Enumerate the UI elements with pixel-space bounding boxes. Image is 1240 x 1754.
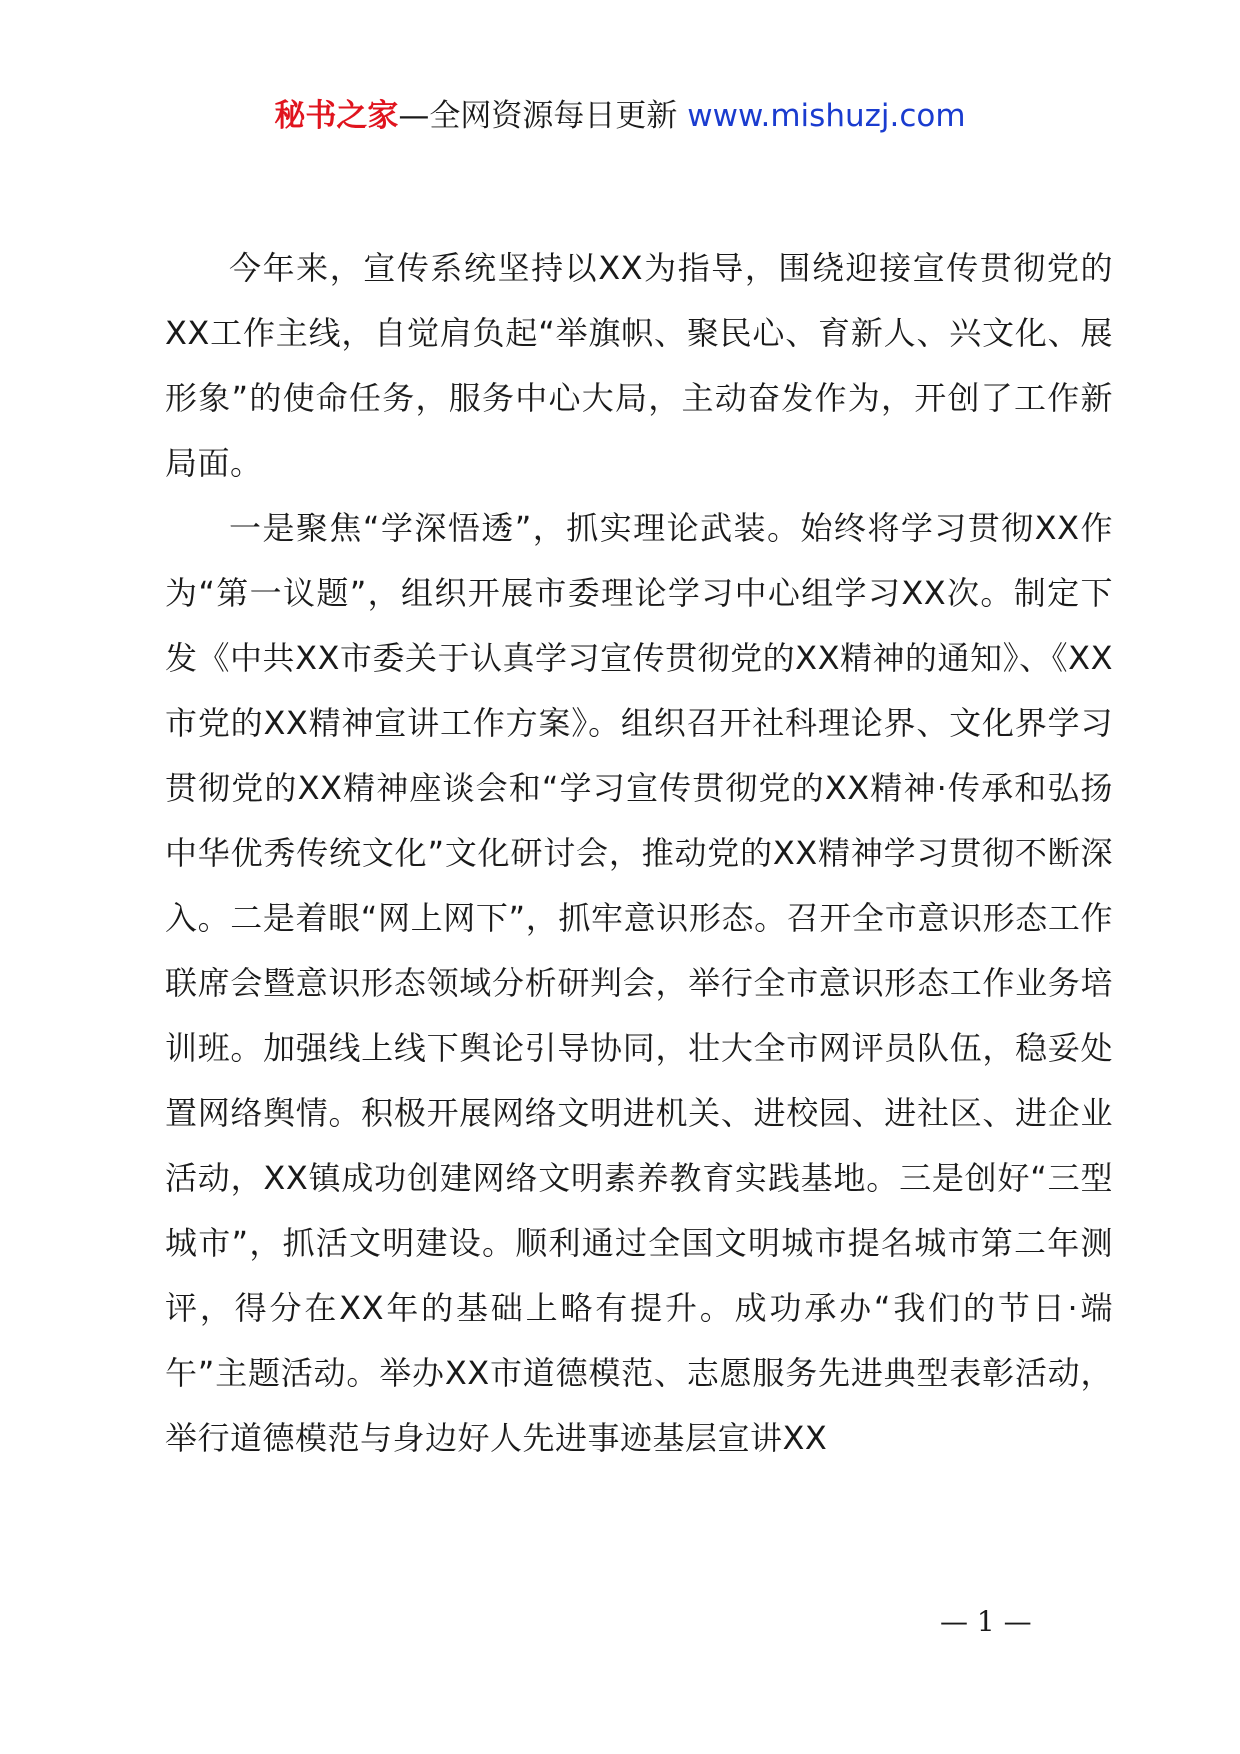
brand-name: 秘书之家 [274, 98, 399, 134]
header-tagline: —全网资源每日更新 [398, 98, 688, 134]
intro-paragraph: 今年来，宣传系统坚持以XX为指导，围绕迎接宣传贯彻党的XX工作主线，自觉肩负起“举旗帜、聚民心、育新人、兴文化、展形象”的使命任务，服务中心大局，主动奋发作为，开创了工作新局面。 [165, 249, 1113, 482]
page-number: — 1 — [940, 1605, 1032, 1638]
document-body [165, 236, 1113, 1471]
page-header [0, 96, 1240, 136]
website-link[interactable]: www.mishuzj.com [687, 98, 966, 134]
main-paragraph: 一是聚焦“学深悟透”，抓实理论武装。始终将学习贯彻XX作为“第一议题”，组织开展市委理论学习中心组学习XX次。制定下发《中共XX市委关于认真学习宣传贯彻党的XX精神的通知》、《XX市党的XX精神宣讲工作方案》。组织召开社科理论界、文化界学习贯彻党的XX精神座谈会和“学习宣传贯彻党的XX精神·传承和弘扬中华优秀传统文化”文化研讨会，推动党的XX精神学习贯彻不断深入。二是着眼“网上网下”，抓牢意识形态。召开全市意识形态工作联席会暨意识形态领域分析研判会，举行全市意识形态工作业务培训班。加强线上线下舆论引导协同，壮大全市网评员队伍，稳妥处置网络舆情。积极开展网络文明进机关、进校园、进社区、进企业活动，XX镇成功创建网络文明素养教育实践基地。三是创好“三型城市”，抓活文明建设。顺利通过全国文明城市提名城市第二年测评，得分在XX年的基础上略有提升。成功承办“我们的节日·端午”主题活动。举办XX市道德模范、志愿服务先进典型表彰活动，举行道德模范与身边好人先进事迹基层宣讲XX [165, 509, 1113, 1457]
